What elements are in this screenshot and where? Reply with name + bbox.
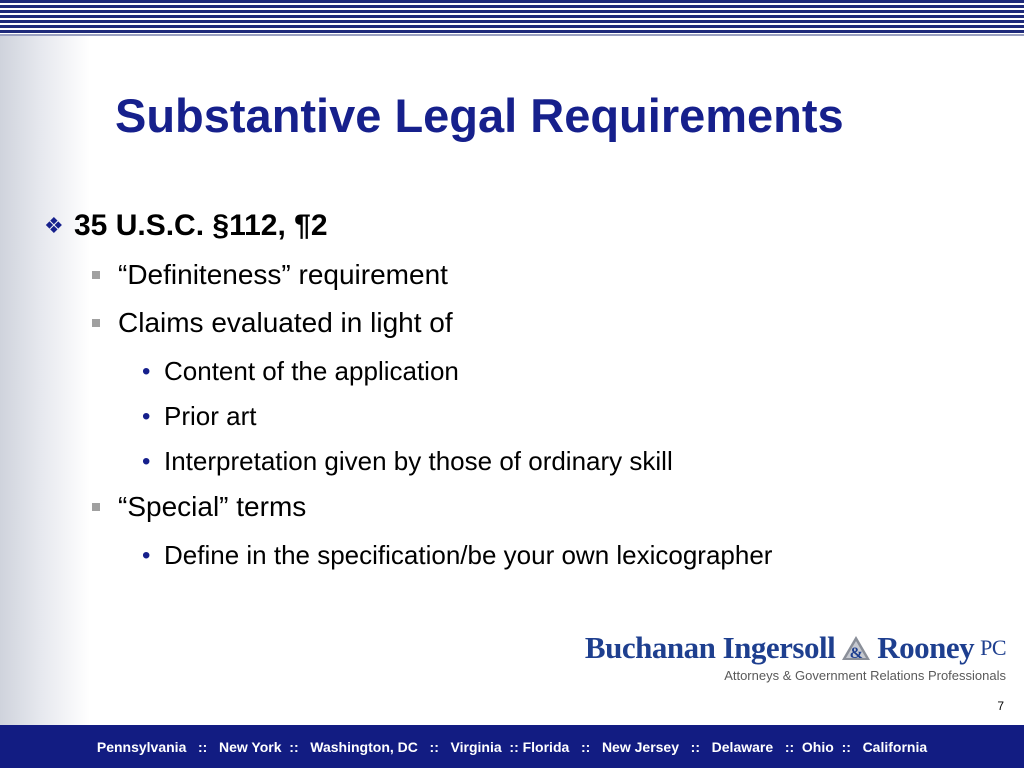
dot-bullet-icon: • (142, 541, 151, 569)
square-bullet-icon (92, 319, 100, 327)
logo-name-part1: Buchanan Ingersoll (584, 630, 836, 665)
slide-title: Substantive Legal Requirements (115, 89, 844, 142)
logo-suffix: PC (980, 635, 1006, 660)
bullet-level2 (92, 307, 453, 339)
bullet-level1-text: 35 U.S.C. §112, ¶2 (74, 209, 328, 242)
top-stripe-edge (0, 34, 1024, 36)
square-bullet-icon (92, 271, 100, 279)
firm-logo (585, 630, 1006, 683)
top-stripe-band (0, 0, 1024, 34)
logo-tagline: Attorneys & Government Relations Professionals (724, 668, 1006, 683)
bullet-level1 (44, 209, 328, 243)
bullet-level3 (142, 356, 459, 387)
bullet-level3-text: Content of the application (164, 356, 459, 386)
logo-name-part2: Rooney (877, 630, 975, 665)
bullet-level2-text: Claims evaluated in light of (118, 307, 453, 338)
dot-bullet-icon: • (142, 402, 151, 430)
bullet-level2-text: “Definiteness” requirement (118, 259, 448, 290)
square-bullet-icon (92, 503, 100, 511)
logo-mountain-icon (841, 635, 871, 661)
bullet-level2 (92, 259, 448, 291)
dot-bullet-icon: • (142, 447, 151, 475)
bullet-level2-text: “Special” terms (118, 491, 307, 522)
footer-locations: Pennsylvania :: New York :: Washington, DC :: Virginia :: Florida :: New Jersey :: Delaware :: Ohio :: California (96, 738, 928, 755)
svg-text:&: & (849, 645, 863, 661)
dot-bullet-icon: • (142, 357, 151, 385)
bullet-level3-text: Define in the specification/be your own lexicographer (164, 540, 773, 570)
footer-bar (0, 725, 1024, 768)
logo-wordmark (585, 630, 1006, 666)
bullet-level3 (142, 446, 673, 477)
page-number: 7 (997, 699, 1004, 713)
bullet-level3-text: Interpretation given by those of ordinary skill (164, 446, 673, 476)
diamond-cluster-icon: ❖ (44, 213, 64, 238)
bullet-level2 (92, 491, 306, 523)
bullet-level3 (142, 540, 772, 571)
bullet-level3 (142, 401, 256, 432)
left-gradient-strip (0, 0, 90, 768)
bullet-level3-text: Prior art (164, 401, 257, 431)
